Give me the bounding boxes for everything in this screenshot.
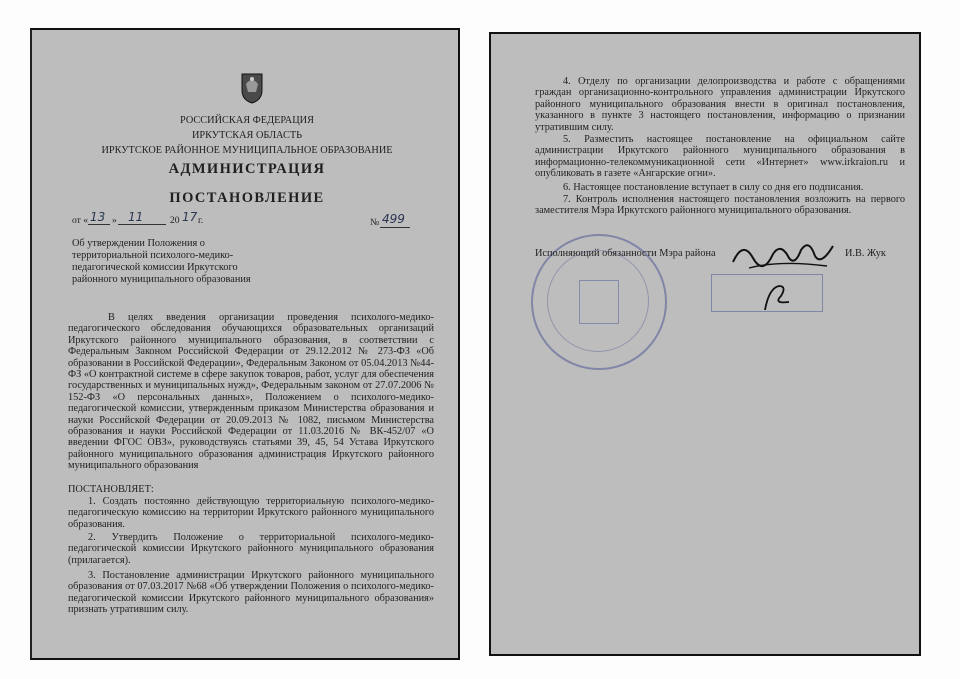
signature-icon bbox=[729, 232, 839, 280]
number-prefix: № bbox=[370, 217, 380, 228]
header-administration: АДМИНИСТРАЦИЯ bbox=[168, 161, 326, 177]
date-prefix: от « bbox=[72, 215, 89, 226]
resolves-heading: ПОСТАНОВЛЯЕТ: bbox=[68, 484, 154, 495]
subject-line: районного муниципального образования bbox=[72, 274, 251, 285]
item-3: 3. Постановление администрации Иркутского районного муниципального образования от 07.03.2017 №68 «Об утверждении Положения о психолого-медико-педагогической комиссии Иркутского районного муниципального образования» признать утратившим силу. bbox=[68, 570, 434, 616]
date-year-end: г. bbox=[198, 215, 204, 226]
subject-line: территориальной психолого-медико- bbox=[72, 250, 234, 261]
date-day: 13 bbox=[90, 210, 106, 224]
item-6: 6. Настоящее постановление вступает в силу со дня его подписания. bbox=[563, 182, 864, 193]
header-doc-type: ПОСТАНОВЛЕНИЕ bbox=[169, 190, 325, 206]
document-number: 499 bbox=[382, 212, 405, 226]
item-4: 4. Отделу по организации делопроизводства и работе с обращениями граждан организационно-контрольного управления администрации Иркутского районного муниципального образования внести в оригинал постановления, указанного в пункте 3 настоящего постановления, информацию о признании утратившим силу. bbox=[535, 76, 905, 133]
date-month: 11 bbox=[128, 210, 144, 224]
preamble-paragraph: В целях введения организации проведения психолого-медико-педагогического обследования обучающихся образовательных организаций Иркутского районного муниципального образования, в соответствии с Федеральным Законом Российской Федерации от 29.12.2012 № 273-ФЗ «Об образовании в Российской Федерации», Федеральным Законом от 05.04.2013 №44-ФЗ «О контрактной системе в сфере закупок товаров, работ, услуг для обеспечения государственных и муниципальных нужд», Федеральным законом от 27.07.2006 № 152-ФЗ «О персональных данных», Положением о психолого-медико-педагогической комиссии, утвержденным приказом Министерства образования и науки Российской Федерации от 20.09.2013 № 1082, письмом Министерства образования и науки Российской Федерации от 11.03.2016 № ВК-452/07 «О введении ФГОС ОВЗ», руководствуясь статьями 39, 45, 54 Устава Иркутского районного муниципального образования администрация Иркутского районного муниципального образования bbox=[68, 312, 434, 472]
subject-line: педагогической комиссии Иркутского bbox=[72, 262, 238, 273]
header-municipality: ИРКУТСКОЕ РАЙОННОЕ МУНИЦИПАЛЬНОЕ ОБРАЗОВАНИЕ bbox=[101, 145, 393, 156]
coat-of-arms-icon bbox=[240, 72, 264, 104]
subject-line: Об утверждении Положения о bbox=[72, 238, 205, 249]
item-2: 2. Утвердить Положение о территориальной психолого-медико-педагогической комиссии Иркутского районного муниципального образования (прилагается). bbox=[68, 532, 434, 566]
item-7: 7. Контроль исполнения настоящего постановления возложить на первого заместителя Мэра Иркутского районного муниципального образования. bbox=[535, 194, 905, 217]
header-country: РОССИЙСКАЯ ФЕДЕРАЦИЯ bbox=[180, 115, 314, 126]
signer-title: Исполняющий обязанности Мэра района bbox=[535, 248, 716, 259]
date-year-prefix: 20 bbox=[170, 215, 180, 226]
date-year: 17 bbox=[182, 210, 198, 224]
signer-name: И.В. Жук bbox=[845, 248, 886, 259]
left-page bbox=[30, 28, 460, 660]
item-5: 5. Разместить настоящее постановление на официальном сайте администрации Иркутского районного муниципального образования в информационно-телекоммуникационной сети «Интернет» www.irkraion.ru и опубликовать в газете «Ангарские огни». bbox=[535, 134, 905, 180]
right-page bbox=[489, 32, 921, 656]
item-1: 1. Создать постоянно действующую территориальную психолого-медико-педагогическую комиссию на территории Иркутского районного муниципального образования. bbox=[68, 496, 434, 530]
header-region: ИРКУТСКАЯ ОБЛАСТЬ bbox=[191, 130, 303, 141]
initials-mark-icon bbox=[759, 282, 799, 312]
date-mid: » bbox=[112, 215, 117, 226]
